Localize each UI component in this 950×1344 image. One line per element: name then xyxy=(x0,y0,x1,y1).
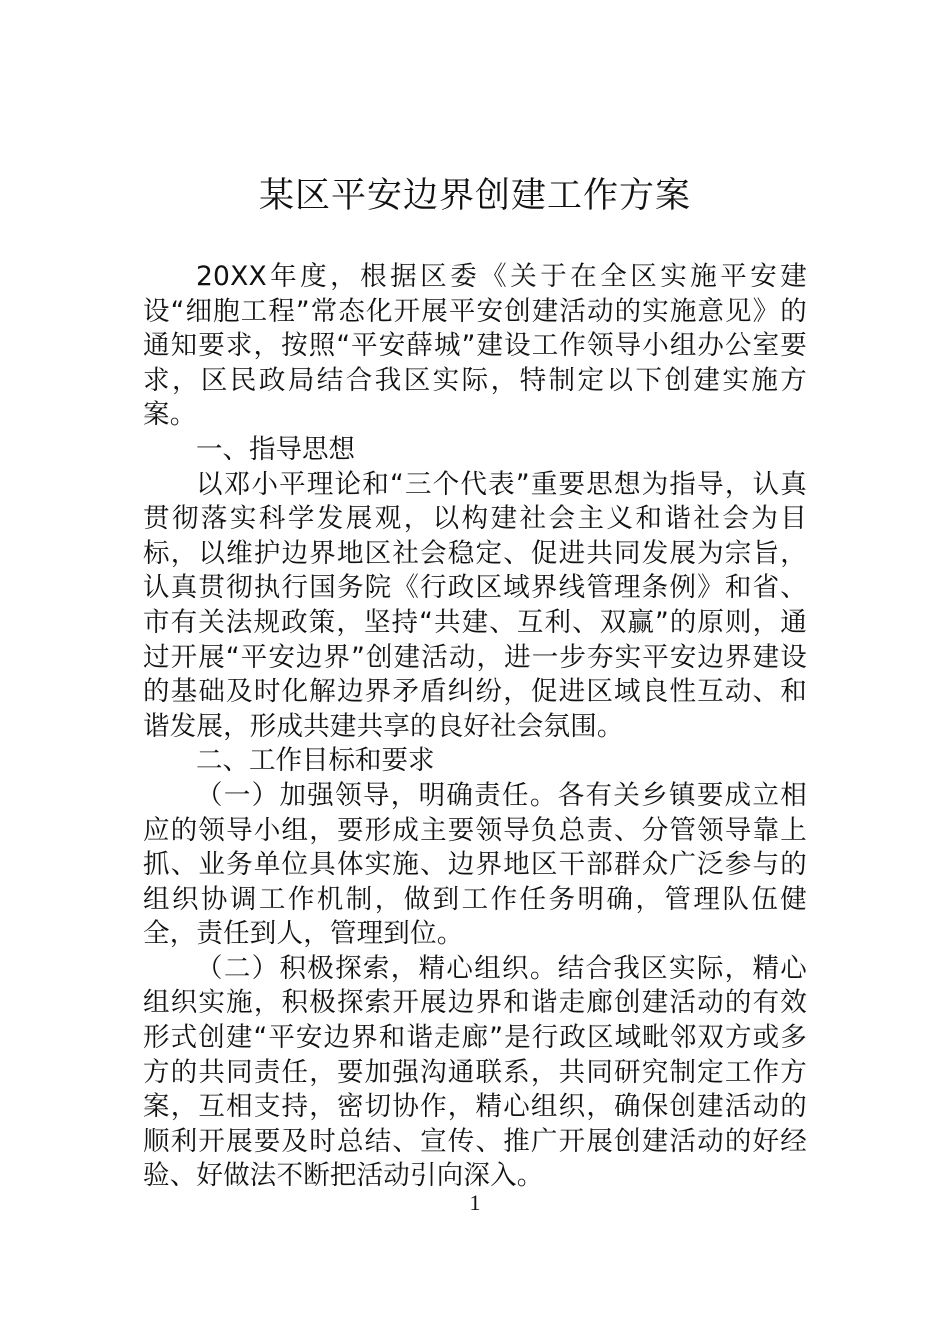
page-number: 1 xyxy=(469,1190,481,1215)
guiding-thought-paragraph: 以邓小平理论和“三个代表”重要思想为指导，认真贯彻落实科学发展观，以构建社会主义和谐社会为目标，以维护边界地区社会稳定、促进共同发展为宗旨，认真贯彻执行国务院《行政区域界线管理条例》和省、市有关法规政策，坚持“共建、互利、双赢”的原则，通过开展“平安边界”创建活动，进一步夯实平安边界建设的基础及时化解边界矛盾纠纷，促进区域良性互动、和谐发展，形成共建共享的良好社会氛围。 xyxy=(143,468,807,742)
intro-paragraph: 20XX年度，根据区委《关于在全区实施平安建设“细胞工程”常态化开展平安创建活动的实施意见》的通知要求，按照“平安薛城”建设工作领导小组办公室要求，区民政局结合我区实际，特制定以下创建实施方案。 xyxy=(143,261,807,431)
document-title: 某区平安边界创建工作方案 xyxy=(258,176,691,216)
section-heading-guiding-thought: 一、指导思想 xyxy=(196,433,355,465)
goals-item-1-paragraph: （一）加强领导，明确责任。各有关乡镇要成立相应的领导小组，要形成主要领导负总责、分管领导靠上抓、业务单位具体实施、边界地区干部群众广泛参与的组织协调工作机制，做到工作任务明确，管理队伍健全，责任到人，管理到位。 xyxy=(143,779,807,950)
document-body xyxy=(143,260,807,1194)
section-heading-goals: 二、工作目标和要求 xyxy=(196,745,435,777)
goals-item-2-paragraph: （二）积极探索，精心组织。结合我区实际，精心组织实施，积极探索开展边界和谐走廊创建活动的有效形式创建“平安边界和谐走廊”是行政区域毗邻双方或多方的共同责任，要加强沟通联系，共同研究制定工作方案，互相支持，密切协作，精心组织，确保创建活动的顺利开展要及时总结、宣传、推广开展创建活动的好经验、好做法不断把活动引向深入。 xyxy=(143,952,807,1192)
